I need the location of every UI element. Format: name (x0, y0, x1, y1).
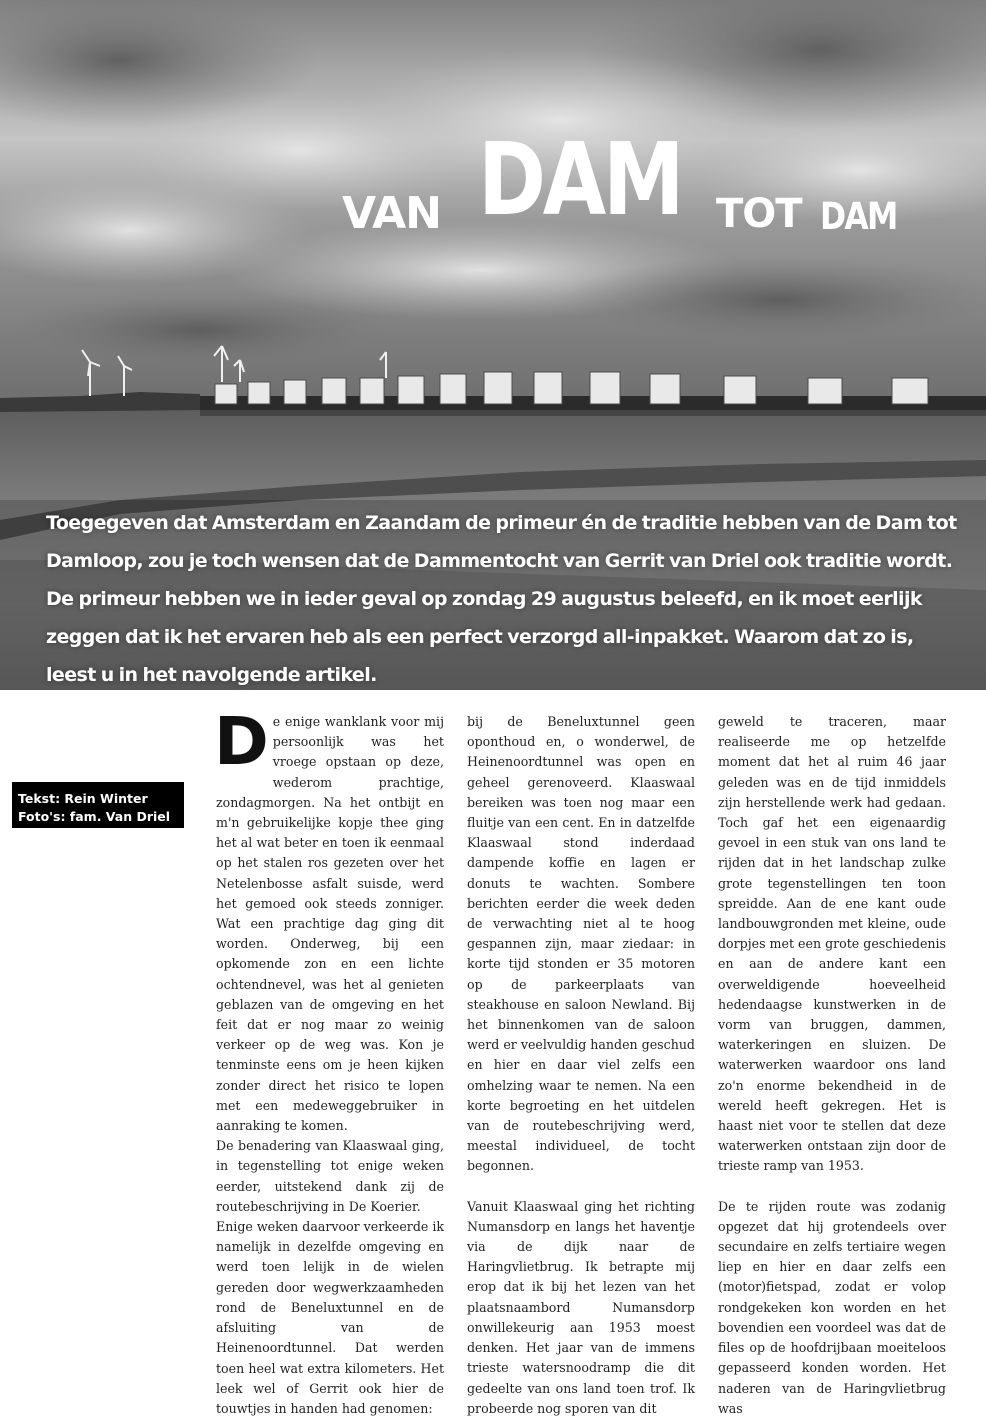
article-column-1 (214, 703, 445, 1419)
text-credit: Tekst: Rein Winter (18, 791, 148, 806)
article-column-2 (467, 712, 695, 1419)
title-word-dam-small: DAM (820, 195, 897, 238)
article-paragraph: De te rijden route was zodanig opgezet dat hij grotendeels over secundaire en zelfs tertiaire wegen liep en hier en daar zelfs een (motor)fietspad, zodat er volop rondgekeken kon worden en het bovendien een voordeel was dat de files op de hoofdrijbaan moeiteloos gepasseerd konden worden. Het naderen van de Haringvlietbrug was (718, 1198, 946, 1416)
drop-cap: D (214, 703, 269, 780)
lead-paragraph: Toegegeven dat Amsterdam en Zaandam de primeur én de traditie hebben van de Dam tot Damloop, zou je toch wensen dat de Dammentocht van Gerrit van Driel ook traditie wordt. De primeur hebben we in ieder geval op zondag 29 augustus beleefd, en ik moet eerlijk zeggen dat ik het ervaren heb als een perfect verzorgd all-inpakket. Waarom dat zo is, leest u in het navolgende artikel. (46, 512, 957, 686)
photo-credit: Foto's: fam. Van Driel (18, 809, 171, 824)
credits-box (12, 782, 184, 828)
article-paragraph: bij de Beneluxtunnel geen oponthoud en, o wonderwel, de Heinenoordtunnel was open en geheel gerenoveerd. Klaaswaal bereiken was toen nog maar een fluitje van een cent. En in datzelfde Klaaswaal stond inderdaad dampende koffie en lagen er donuts te wachten. Sombere berichten eerder die week deden de verwachting niet al te hoog gespannen zijn, maar ziedaar: in korte tijd stonden er 35 motoren op de parkeerplaats van steakhouse en saloon Newland. Bij het binnenkomen van de saloon werd er veelvuldig handen geschud en hier en daar viel zelfs een omhelzing waar te nemen. Na een korte begroeting en het uitdelen van de routebeschrijving werd, meestal individueel, de tocht begonnen. (467, 714, 695, 1174)
hero-photo (0, 0, 986, 690)
article-paragraph: Vanuit Klaaswaal ging het richting Numansdorp en langs het haventje via de dijk naar de Haringvlietbrug. Ik betrapte mij erop dat ik bij het lezen van het plaatsnaambord Numansdorp onwillekeurig aan 1953 moest denken. Het jaar van de immens trieste watersnoodramp die dit gedeelte van ons land toen trof. Ik probeerde nog sporen van dit (467, 1198, 695, 1416)
article-paragraph: De benadering van Klaaswaal ging, in tegenstelling tot enige weken eerder, uitstekend dank zij de routebeschrijving in De Koerier. (216, 1138, 444, 1214)
paragraph-text: e enige wanklank voor mij persoonlijk was het vroege opstaan op deze, wederom prachtige, zondagmorgen. Na het ontbijt en m'n gebruikelijke kopje thee ging het al wat beter en toen ik eenmaal op het stalen ros gezeten over het Netelenbosse asfalt suisde, werd het gemoed ook steeds zonniger. Wat een prachtige dag ging dit worden. Onderweg, bij een opkomende zon en een lichte ochtendnevel, was het al genieten geblazen van de omgeving en het feit dat er nog maar zo weinig verkeer op de weg was. Kon je tenminste eens om je heen kijken zonder direct het risico te lopen met een medeweggebruiker in aanraking te komen. (216, 714, 444, 1134)
article-paragraph: geweld te traceren, maar realiseerde me op hetzelfde moment dat het al ruim 46 jaar geleden was en de tijd inmiddels zijn herstellende werk had gedaan. Toch gaf het een eigenaardig gevoel in een stuk van ons land te rijden dat in het landschap zulke grote tegenstellingen ten toon spreidde. Aan de ene kant oude landbouwgronden met kleine, oude dorpjes met een grote geschiedenis en aan de andere kant een overweldigende hoeveelheid hedendaagse kunstwerken in de vorm van bruggen, dammen, waterkeringen en sluizen. De waterwerken waardoor ons land zo'n enorme bekendheid in de wereld heeft gekregen. Het is haast niet voor te stellen dat deze waterwerken ontstaan zijn door de trieste ramp van 1953. (718, 714, 946, 1174)
article-column-3 (718, 712, 946, 1419)
title-word-van: VAN (342, 188, 441, 239)
article-paragraph: Enige weken daarvoor verkeerde ik namelijk in dezelfde omgeving en werd toen lelijk in de wielen gereden door wegwerkzaamheden rond de Beneluxtunnel en de afsluiting van de Heinenoordtunnel. Dat werden toen heel wat extra kilometers. Het leek wel of Gerrit ook hier de touwtjes in handen had genomen: (216, 1219, 445, 1416)
title-word-dam-large: DAM (478, 121, 682, 238)
article-title (0, 118, 986, 238)
article-paragraph (214, 703, 444, 1136)
title-word-tot: TOT (716, 191, 802, 237)
